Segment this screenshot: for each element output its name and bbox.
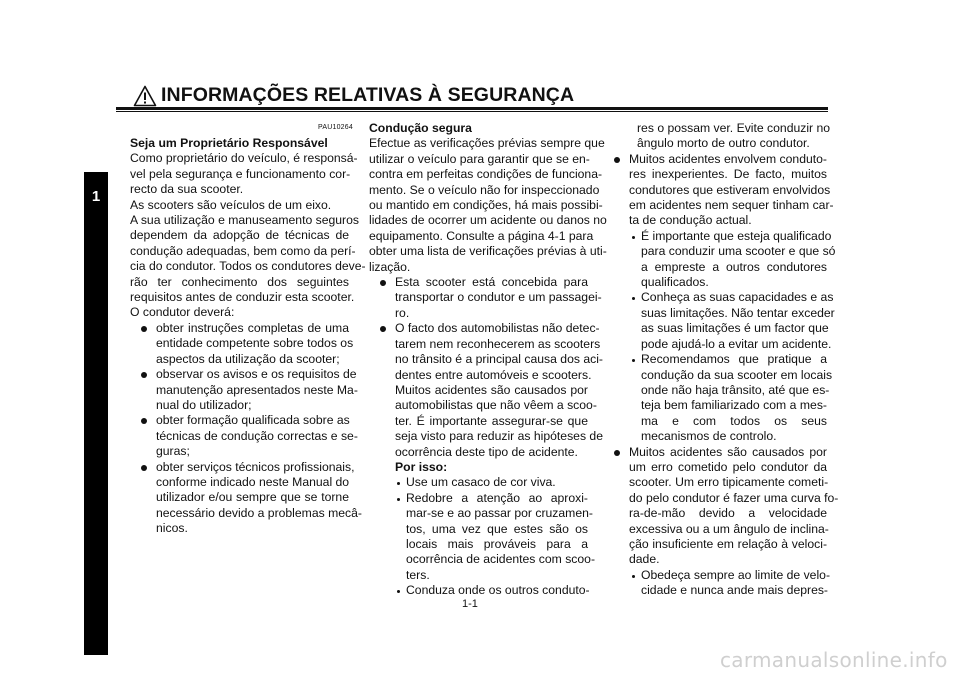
text-line: obter uma lista de verificações prévias à uti-	[369, 244, 607, 259]
header-rule-thin	[116, 111, 828, 112]
bullet-line: Use um casaco de cor viva.	[406, 475, 556, 490]
bullet-line: no trânsito é a principal causa dos aci-	[395, 352, 603, 367]
bullet-icon	[141, 326, 147, 332]
section-heading: Seja um Proprietário Responsável	[130, 136, 328, 150]
bullet-item	[614, 151, 834, 229]
bullet-line: ocorrência deste tipo de acidente.	[395, 444, 578, 459]
watermark: carmanualsonline.info	[720, 648, 948, 672]
bullet-line: ter. É importante assegurar-se que	[395, 413, 588, 428]
bullet-icon	[614, 157, 620, 163]
bullet-line: utilizador e/ou sempre que se torne	[156, 490, 349, 505]
bullet-line: um erro cometido pelo condutor da	[629, 459, 827, 474]
bullet-line: seja visto para reduzir as hipóteses de	[395, 429, 603, 444]
bullet-line: ro.	[395, 305, 410, 320]
text-line: ou mantido em condições, há mais possibi-	[369, 198, 603, 213]
bullet-item	[130, 459, 362, 537]
bullet-line: suas limitações. Não tentar exceder	[641, 305, 835, 320]
bullet-line: Obedeça sempre ao limite de velo-	[641, 567, 831, 582]
bullet-line: Muitos acidentes são causados por	[395, 382, 588, 397]
bullet-item	[369, 321, 603, 460]
bullet-line: a empreste a outros condutores	[641, 259, 827, 274]
bullet-line: observar os avisos e os requisitos de	[156, 367, 357, 382]
bullet-line: guras;	[156, 444, 190, 459]
sub-bullet-item	[369, 475, 588, 490]
text-line: vel pela segurança e funcionamento cor-	[130, 166, 351, 181]
bullet-line: Conduza onde os outros conduto-	[406, 583, 590, 598]
bullet-line: manutenção apresentados neste Ma-	[156, 382, 358, 397]
page-title: INFORMAÇÕES RELATIVAS À SEGURANÇA	[161, 84, 575, 106]
bullet-line: locais mais prováveis para a	[406, 536, 588, 551]
bullet-line: dade.	[629, 552, 660, 567]
bullet-line: Muitos acidentes envolvem conduto-	[629, 151, 827, 166]
bullet-item	[130, 413, 358, 459]
bullet-icon	[614, 450, 620, 456]
text-line: A sua utilização e manuseamento seguros	[130, 213, 359, 228]
reference-code: PAU10264	[318, 124, 353, 131]
text-line: dependem da adopção de técnicas de	[130, 228, 349, 243]
bullet-line: onde não haja trânsito, até que es-	[641, 382, 830, 397]
bullet-line: necessário devido a problemas mecâ-	[156, 505, 362, 520]
small-bullet-icon	[397, 498, 400, 501]
text-line: As scooters são veículos de um eixo.	[130, 197, 332, 212]
bullet-line: ra-de-mão devido a velocidade	[629, 506, 827, 521]
bullet-line: Recomendamos que pratique a	[641, 352, 827, 367]
bullet-line: aspectos da utilização da scooter;	[156, 351, 340, 366]
text-line: Efectue as verificações prévias sempre que	[369, 136, 605, 151]
small-bullet-icon	[632, 575, 635, 578]
bullet-icon	[141, 465, 147, 471]
bullet-line: obter instruções completas de uma	[156, 320, 349, 335]
text-line: rão ter conhecimento dos seguintes	[130, 274, 349, 289]
sub-bullet-item	[369, 583, 588, 598]
bullet-item	[130, 320, 354, 367]
sub-bullet-item	[369, 490, 596, 583]
bullet-line: ma e com todos os seus	[641, 413, 827, 428]
text-line: condução adequadas, bem como da perí-	[130, 243, 356, 258]
text-line: cia do condutor. Todos os condutores deve-	[130, 259, 366, 274]
sub-heading: Por isso:	[395, 459, 448, 474]
chapter-tab-number: 1	[91, 188, 101, 205]
bullet-line: É importante que esteja qualificado	[641, 228, 832, 243]
bullet-line: Muitos acidentes são causados por	[629, 444, 827, 459]
bullet-line: cidade e nunca ande mais depres-	[641, 583, 828, 598]
bullet-line: condução da sua scooter em locais	[641, 367, 833, 382]
text-line: ângulo morto de outro condutor.	[637, 136, 810, 151]
text-line: mento. Se o veículo não for inspeccionado	[369, 182, 600, 197]
bullet-line: O facto dos automobilistas não detec-	[395, 321, 600, 336]
text-line: res o possam ver. Evite conduzir no	[637, 121, 831, 135]
bullet-line: transportar o condutor e um passagei-	[395, 290, 602, 305]
bullet-line: ção insuficiente em relação à veloci-	[629, 536, 827, 551]
bullet-line: nual do utilizador;	[156, 397, 252, 412]
bullet-line: entidade competente sobre todos os	[156, 336, 354, 351]
bullet-line: do pelo condutor é fazer uma curva fo-	[629, 490, 839, 505]
sub-bullet-item	[614, 290, 835, 352]
page-number: 1-1	[462, 598, 478, 610]
bullet-line: para conduzir uma scooter e que só	[641, 244, 836, 259]
text-line: recto da sua scooter.	[130, 182, 244, 197]
bullet-line: teja bem familiarizado com a mes-	[641, 398, 827, 413]
text-line: lidades de ocorrer um acidente ou danos no	[369, 213, 607, 228]
bullet-line: técnicas de condução correctas e se-	[156, 428, 358, 443]
bullet-line: obter serviços técnicos profissionais,	[156, 459, 355, 474]
sub-bullet-item	[614, 228, 836, 291]
small-bullet-icon	[632, 236, 635, 239]
column-2	[369, 121, 607, 599]
column-1	[130, 136, 366, 537]
bullet-line: pode ajudá-lo a evitar um acidente.	[641, 336, 832, 351]
bullet-line: ocorrência de acidentes com scoo-	[406, 552, 596, 567]
section-heading: Condução segura	[369, 121, 472, 135]
bullet-line: Conheça as suas capacidades e as	[641, 290, 834, 305]
bullet-line: em acidentes nem sequer tinham car-	[629, 198, 834, 213]
bullet-line: mecanismos de controlo.	[641, 429, 777, 444]
bullet-line: Redobre a atenção ao aproxi-	[406, 490, 588, 505]
text-line: contra em perfeitas condições de funciona-	[369, 167, 603, 182]
bullet-line: obter formação qualificada sobre as	[156, 413, 350, 428]
sub-bullet-item	[614, 567, 831, 599]
bullet-line: tos, uma vez que estes são os	[406, 521, 588, 536]
bullet-line: tarem nem reconhecerem as scooters	[395, 336, 601, 351]
bullet-line: condutores que estiveram envolvidos	[629, 182, 831, 197]
bullet-line: ters.	[406, 567, 430, 582]
bullet-line: mar-se e ao passar por cruzamen-	[406, 506, 593, 521]
bullet-line: excessiva ou a um ângulo de inclina-	[629, 521, 829, 536]
section-header	[133, 84, 574, 107]
bullet-line: dentes entre automóveis e scooters.	[395, 367, 592, 382]
bullet-line: Esta scooter está concebida para	[395, 275, 588, 290]
column-3	[614, 121, 839, 599]
bullet-line: nicos.	[156, 521, 188, 536]
sub-bullet-item	[614, 352, 833, 444]
bullet-line: conforme indicado neste Manual do	[156, 474, 350, 489]
bullet-line: as suas limitações é um factor que	[641, 321, 829, 336]
text-line: utilizar o veículo para garantir que se en-	[369, 151, 590, 166]
bullet-line: qualificados.	[641, 275, 709, 290]
text-line: equipamento. Consulte a página 4-1 para	[369, 228, 594, 243]
text-line: lização.	[369, 259, 411, 274]
text-line: requisitos antes de conduzir esta scooter.	[130, 290, 355, 305]
bullet-item	[614, 444, 839, 568]
bullet-item	[130, 367, 358, 413]
bullet-line: ta de condução actual.	[629, 213, 752, 228]
header-rule	[116, 107, 828, 110]
warning-triangle-icon	[133, 85, 157, 107]
bullet-item	[369, 275, 602, 321]
chapter-tab	[84, 172, 108, 655]
text-line: Como proprietário do veículo, é responsá-	[130, 151, 358, 166]
bullet-line: automobilistas que não vêem a scoo-	[395, 398, 597, 413]
bullet-line: scooter. Um erro tipicamente cometi-	[629, 475, 829, 490]
text-line: O condutor deverá:	[130, 305, 235, 320]
bullet-line: res inexperientes. De facto, muitos	[629, 167, 827, 182]
